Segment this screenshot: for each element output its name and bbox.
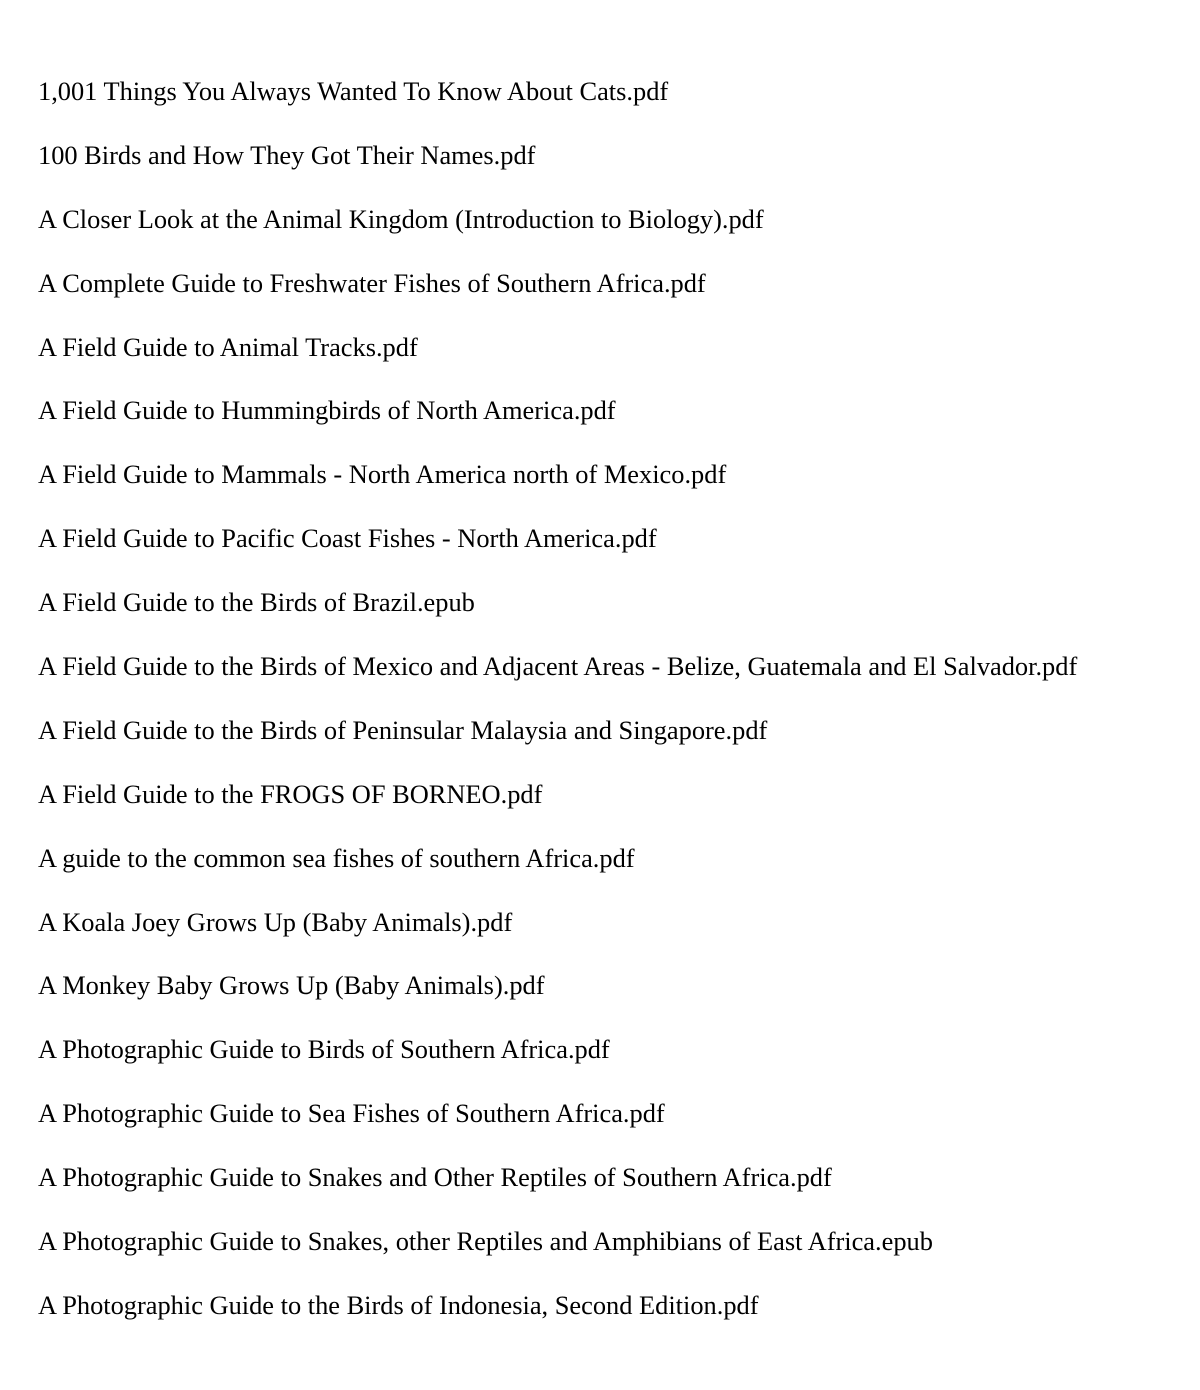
file-list-item: A Field Guide to the Birds of Brazil.epub bbox=[38, 587, 475, 618]
file-list-item: A Field Guide to Hummingbirds of North America.pdf bbox=[38, 395, 616, 426]
file-list-item: A Photographic Guide to the Birds of Indonesia, Second Edition.pdf bbox=[38, 1289, 759, 1320]
file-list-item: A Field Guide to the FROGS OF BORNEO.pdf bbox=[38, 778, 543, 809]
file-list-item: A Field Guide to Mammals - North America north of Mexico.pdf bbox=[38, 459, 727, 490]
file-list-item: 1,001 Things You Always Wanted To Know About Cats.pdf bbox=[38, 76, 669, 106]
file-list-item: A Photographic Guide to Sea Fishes of Southern Africa.pdf bbox=[38, 1098, 665, 1129]
file-list-item: A Field Guide to the Birds of Mexico and Adjacent Areas - Belize, Guatemala and El Salvador.pdf bbox=[38, 651, 1078, 682]
file-list-item: A Monkey Baby Grows Up (Baby Animals).pdf bbox=[38, 970, 545, 1001]
file-list-item: A Photographic Guide to Snakes and Other Reptiles of Southern Africa.pdf bbox=[38, 1162, 832, 1193]
file-list-item: A Field Guide to the Birds of Peninsular Malaysia and Singapore.pdf bbox=[38, 714, 768, 745]
file-list-item: A Field Guide to Pacific Coast Fishes - North America.pdf bbox=[38, 523, 657, 554]
file-list-item: A guide to the common sea fishes of southern Africa.pdf bbox=[38, 842, 635, 873]
file-list-item: A Koala Joey Grows Up (Baby Animals).pdf bbox=[38, 906, 513, 937]
file-list-item: 100 Birds and How They Got Their Names.pdf bbox=[38, 139, 536, 170]
file-list-item: A Field Guide to Animal Tracks.pdf bbox=[38, 331, 418, 362]
file-list bbox=[38, 72, 1188, 1350]
file-list-item: A Complete Guide to Freshwater Fishes of Southern Africa.pdf bbox=[38, 267, 706, 298]
file-list-item: A Photographic Guide to Birds of Southern Africa.pdf bbox=[38, 1034, 610, 1065]
file-list-item: A Photographic Guide to Snakes, other Reptiles and Amphibians of East Africa.epub bbox=[38, 1226, 933, 1257]
file-list-item: A Closer Look at the Animal Kingdom (Introduction to Biology).pdf bbox=[38, 203, 764, 234]
